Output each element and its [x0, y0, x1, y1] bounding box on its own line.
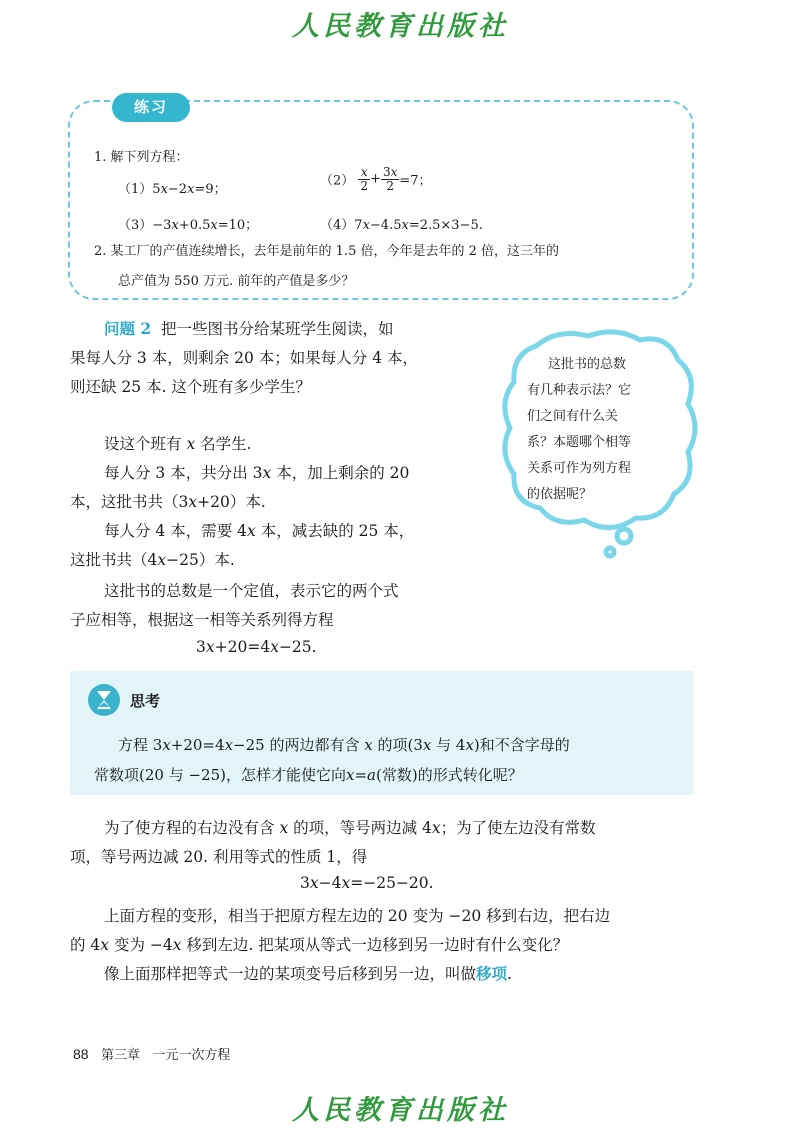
cloud-line-4: 系？本题哪个相等: [527, 435, 632, 450]
think-line1: 方程 3x+20=4x−25 的两边都有含 x 的项(3x 与 4x)和不含字母的: [118, 736, 570, 754]
exercise-q1-item-2: （2） $\frac{x}{2}$ + $\frac{3x}{2}$ =7；: [320, 165, 432, 193]
term-yixiang: 移项: [476, 964, 508, 983]
solution-s4b: 子应相等，根据这一相等关系列得方程: [70, 611, 334, 629]
cloud-line-1: 这批书的总数: [548, 357, 627, 372]
cloud-line-3: 们之间有什么关: [527, 409, 619, 424]
exercise-q1-item-4: （4）7x−4.5x=2.5×3−5.: [320, 218, 483, 233]
explain-p3: 像上面那样把等式一边的某项变号后移到另一边，叫做移项.: [104, 964, 512, 983]
cloud-line-6: 的依据呢？: [527, 487, 593, 502]
exercise-q2-line2: 总产值为 550 万元. 前年的产值是多少？: [118, 274, 355, 289]
cloud-line-5: 关系可作为列方程: [527, 461, 632, 476]
exercise-q2-line1: 2. 某工厂的产值连续增长，去年是前年的 1.5 倍，今年是去年的 2 倍，这三年的: [94, 244, 560, 259]
explain-p1a: 为了使方程的右边没有含 x 的项，等号两边减 4x；为了使左边没有常数: [104, 819, 596, 837]
solution-equation: 3x+20=4x−25.: [196, 638, 317, 656]
problem-line1: 问题 2 把一些图书分给某班学生阅读，如: [104, 319, 394, 338]
explain-p2a: 上面方程的变形，相当于把原方程左边的 20 变为 −20 移到右边，把右边: [104, 907, 611, 925]
page-footer: [73, 1044, 230, 1063]
exercise-q1-item-3: （3）−3x+0.5x=10；: [118, 218, 259, 233]
explain-p2b: 的 4x 变为 −4x 移到左边. 把某项从等式一边移到另一边时有什么变化？: [70, 936, 569, 954]
publisher-footer: 人民教育出版社: [292, 1095, 509, 1126]
solution-s2a: 每人分 3 本，共分出 3x 本，加上剩余的 20: [104, 464, 410, 482]
exercise-tag: 练习: [112, 93, 190, 122]
solution-s1: 设这个班有 x 名学生.: [104, 435, 252, 453]
page-number: 88: [73, 1046, 89, 1062]
think-line2: 常数项(20 与 −25)，怎样才能使它向x=a(常数)的形式转化呢？: [94, 766, 523, 784]
problem-label: 问题 2: [104, 319, 152, 338]
solution-s3b: 这批书共（4x−25）本.: [70, 551, 235, 569]
chapter-title: 一元一次方程: [152, 1048, 231, 1063]
explain-equation: 3x−4x=−25−20.: [300, 874, 434, 892]
explain-p1b: 项，等号两边减 20. 利用等式的性质 1，得: [70, 848, 368, 866]
solution-s3a: 每人分 4 本，需要 4x 本，减去缺的 25 本，: [104, 522, 415, 540]
problem-line3: 则还缺 25 本. 这个班有多少学生？: [70, 378, 311, 396]
solution-s2b: 本，这批书共（3x+20）本.: [70, 493, 266, 511]
solution-s4a: 这批书的总数是一个定值，表示它的两个式: [104, 582, 399, 600]
publisher-header: 人民教育出版社: [292, 11, 509, 42]
cloud-line-2: 有几种表示法？它: [527, 383, 632, 398]
chapter-number: 第三章: [100, 1048, 140, 1063]
exercise-q1-item-1: （1）5x−2x=9；: [118, 182, 227, 197]
problem-line2: 果每人分 3 本，则剩余 20 本；如果每人分 4 本，: [70, 349, 419, 367]
hourglass-icon: [87, 683, 121, 717]
exercise-q1-title: 1. 解下列方程：: [94, 150, 189, 165]
think-title: 思考: [130, 692, 161, 710]
